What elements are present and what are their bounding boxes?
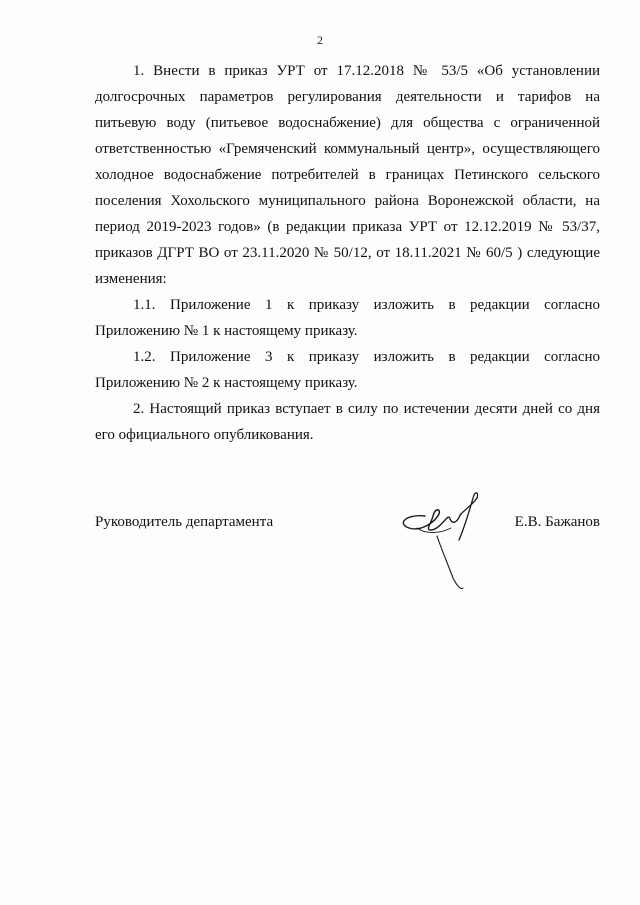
page-number: 2 [317,33,323,47]
paragraph-appendix-1: 1.1. Приложение 1 к приказу изложить в редакции согласно Приложению № 1 к настоящему приказу. [95,297,600,339]
signature-block [95,510,600,540]
signatory-name: Е.В. Бажанов [514,514,600,530]
document-body [95,58,600,448]
paragraph-effective-date: 2. Настоящий приказ вступает в силу по истечении десяти дней со дня его официального опубликования. [95,401,600,443]
paragraph-appendix-3: 1.2. Приложение 3 к приказу изложить в редакции согласно Приложению № 2 к настоящему приказу. [95,349,600,391]
handwritten-signature [395,478,505,598]
paragraph-amendment-intro: 1. Внести в приказ УРТ от 17.12.2018 № 53/5 «Об установлении долгосрочных параметров регулирования деятельности и тарифов на питьевую воду (питьевое водоснабжение) для общества с ограниченной ответственностью «Гремяченский коммунальный центр», осуществляющего холодное водоснабжение потребителей в границах Петинского сельского поселения Хохольского муниципального района Воронежской области, на период 2019-2023 годов» (в редакции приказа УРТ от 12.12.2019 № 53/37, приказов ДГРТ ВО от 23.11.2020 № 50/12, от 18.11.2021 № 60/5 ) следующие изменения: [95,63,600,287]
signatory-position: Руководитель департамента [95,514,274,530]
